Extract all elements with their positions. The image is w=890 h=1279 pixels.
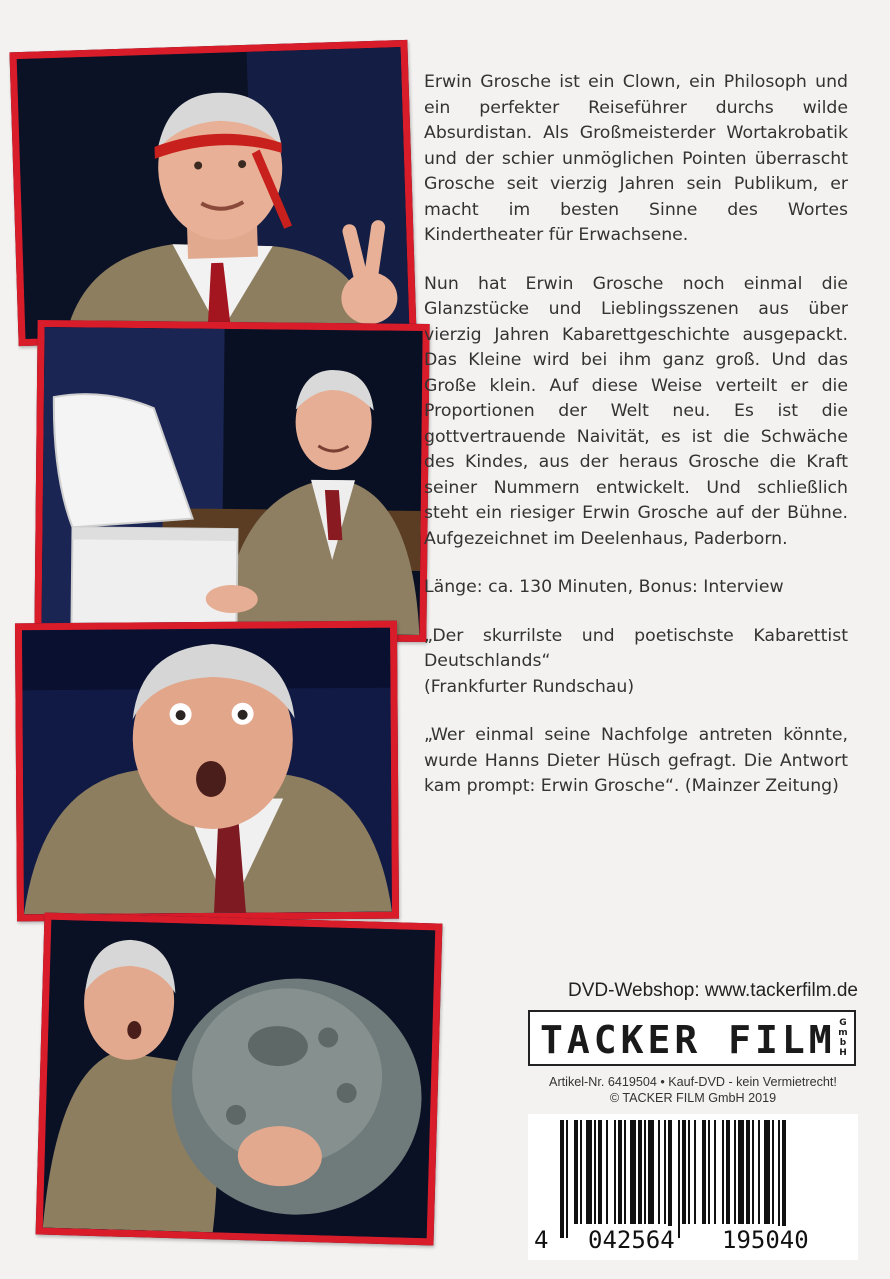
photo-surprised-face [15, 621, 399, 922]
logo-gmbh: G m b H [838, 1018, 848, 1058]
barcode-bar [758, 1120, 760, 1224]
barcode-digits-right: 195040 [722, 1226, 809, 1254]
barcode-bar [664, 1120, 666, 1224]
barcode-bar [722, 1120, 724, 1224]
barcode-bar [764, 1120, 770, 1224]
barcode-bars [538, 1120, 848, 1238]
barcode-bar [644, 1120, 646, 1224]
barcode-bar [702, 1120, 706, 1224]
barcode-digits-left: 042564 [588, 1226, 675, 1254]
barcode-bar [752, 1120, 754, 1224]
barcode-bar [682, 1120, 686, 1224]
barcode-bar [658, 1120, 660, 1224]
barcode-bar [598, 1120, 602, 1224]
barcode-bar [618, 1120, 622, 1224]
barcode-bar [586, 1120, 592, 1224]
logo-wordmark: TACKER FILM [540, 1018, 836, 1062]
press-quote-2: „Wer einmal seine Nachfolge antreten könnte, wurde Hanns Dieter Hüsch gefragt. Die Antwort kam prompt: Erwin Grosche“. (Mainzer Zeitung) [424, 725, 848, 796]
barcode-bar [782, 1120, 786, 1238]
article-info [528, 1074, 858, 1106]
barcode-bar [668, 1120, 672, 1238]
photo-toy-piano-image [41, 327, 422, 635]
barcode-bar [734, 1120, 736, 1224]
copyright-notice: © TACKER FILM GmbH 2019 [609, 1091, 777, 1105]
barcode-bar [566, 1120, 568, 1238]
webshop-link[interactable]: DVD-Webshop: www.tackerfilm.de [567, 980, 858, 1001]
barcode [528, 1114, 858, 1260]
press-quote-1-text: „Der skurrilste und poetischste Kabarettist Deutschlands“ [424, 625, 848, 671]
photo-hang-drum-image [43, 920, 435, 1239]
photo-hang-drum [36, 913, 443, 1246]
barcode-bar [606, 1120, 608, 1224]
barcode-bar [738, 1120, 744, 1224]
barcode-bar [708, 1120, 710, 1224]
barcode-bar [688, 1120, 690, 1224]
barcode-bar [714, 1120, 716, 1224]
photo-surprised-face-image [22, 628, 392, 915]
barcode-bar [638, 1120, 642, 1224]
barcode-bar [726, 1120, 730, 1224]
barcode-bar [594, 1120, 596, 1224]
barcode-bar [772, 1120, 774, 1224]
barcode-bar [678, 1120, 680, 1238]
press-quote-1-source: (Frankfurter Rundschau) [424, 676, 635, 697]
barcode-bar [630, 1120, 636, 1224]
description-paragraph-program: Nun hat Erwin Grosche noch einmal die Glanzstücke und Lieblingsszenen aus über vierzig Jahren Kabarettgeschichte ausgepackt. Das Kleine wird bei ihm ganz groß. Und das Große klein. Auf diese Weise verteilt er die Proportionen der Welt neu. Es ist die gottvertrauende Naivität, es ist die Schwäche des Kindes, aus der heraus Grosche die Kraft seiner Nummern entwickelt. Und schließlich steht ein riesiger Erwin Grosche auf der Bühne. Aufgezeichnet im Deelenhaus, Paderborn. [424, 273, 848, 549]
tacker-film-logo [528, 1010, 856, 1066]
barcode-bar [694, 1120, 696, 1224]
barcode-bar [560, 1120, 564, 1238]
barcode-bar [580, 1120, 582, 1224]
barcode-bar [624, 1120, 626, 1224]
runtime-info: Länge: ca. 130 Minuten, Bonus: Interview [424, 577, 784, 597]
article-number: Artikel-Nr. 6419504 • Kauf-DVD - kein Vermietrecht! [549, 1075, 837, 1089]
barcode-bar [648, 1120, 654, 1224]
description-paragraph-intro: Erwin Grosche ist ein Clown, ein Philosoph und ein perfekter Reiseführer durchs wilde Absurdistan. Als Großmeisterder Wortakrobatik und der schier unmöglichen Pointen überrascht Grosche seit vierzig Jahren sein Publikum, er macht im besten Sinne des Wortes Kindertheater für Erwachsene. [424, 72, 848, 245]
barcode-digit-lead: 4 [534, 1226, 549, 1254]
photo-peace-sign [9, 40, 416, 346]
photo-toy-piano [34, 320, 429, 642]
barcode-digits [528, 1226, 858, 1256]
barcode-bar [746, 1120, 750, 1224]
photo-peace-sign-image [17, 47, 410, 339]
barcode-bar [574, 1120, 578, 1224]
barcode-bar [614, 1120, 616, 1224]
press-quote-1 [424, 624, 848, 701]
barcode-bar [778, 1120, 780, 1238]
description-text [424, 70, 848, 823]
